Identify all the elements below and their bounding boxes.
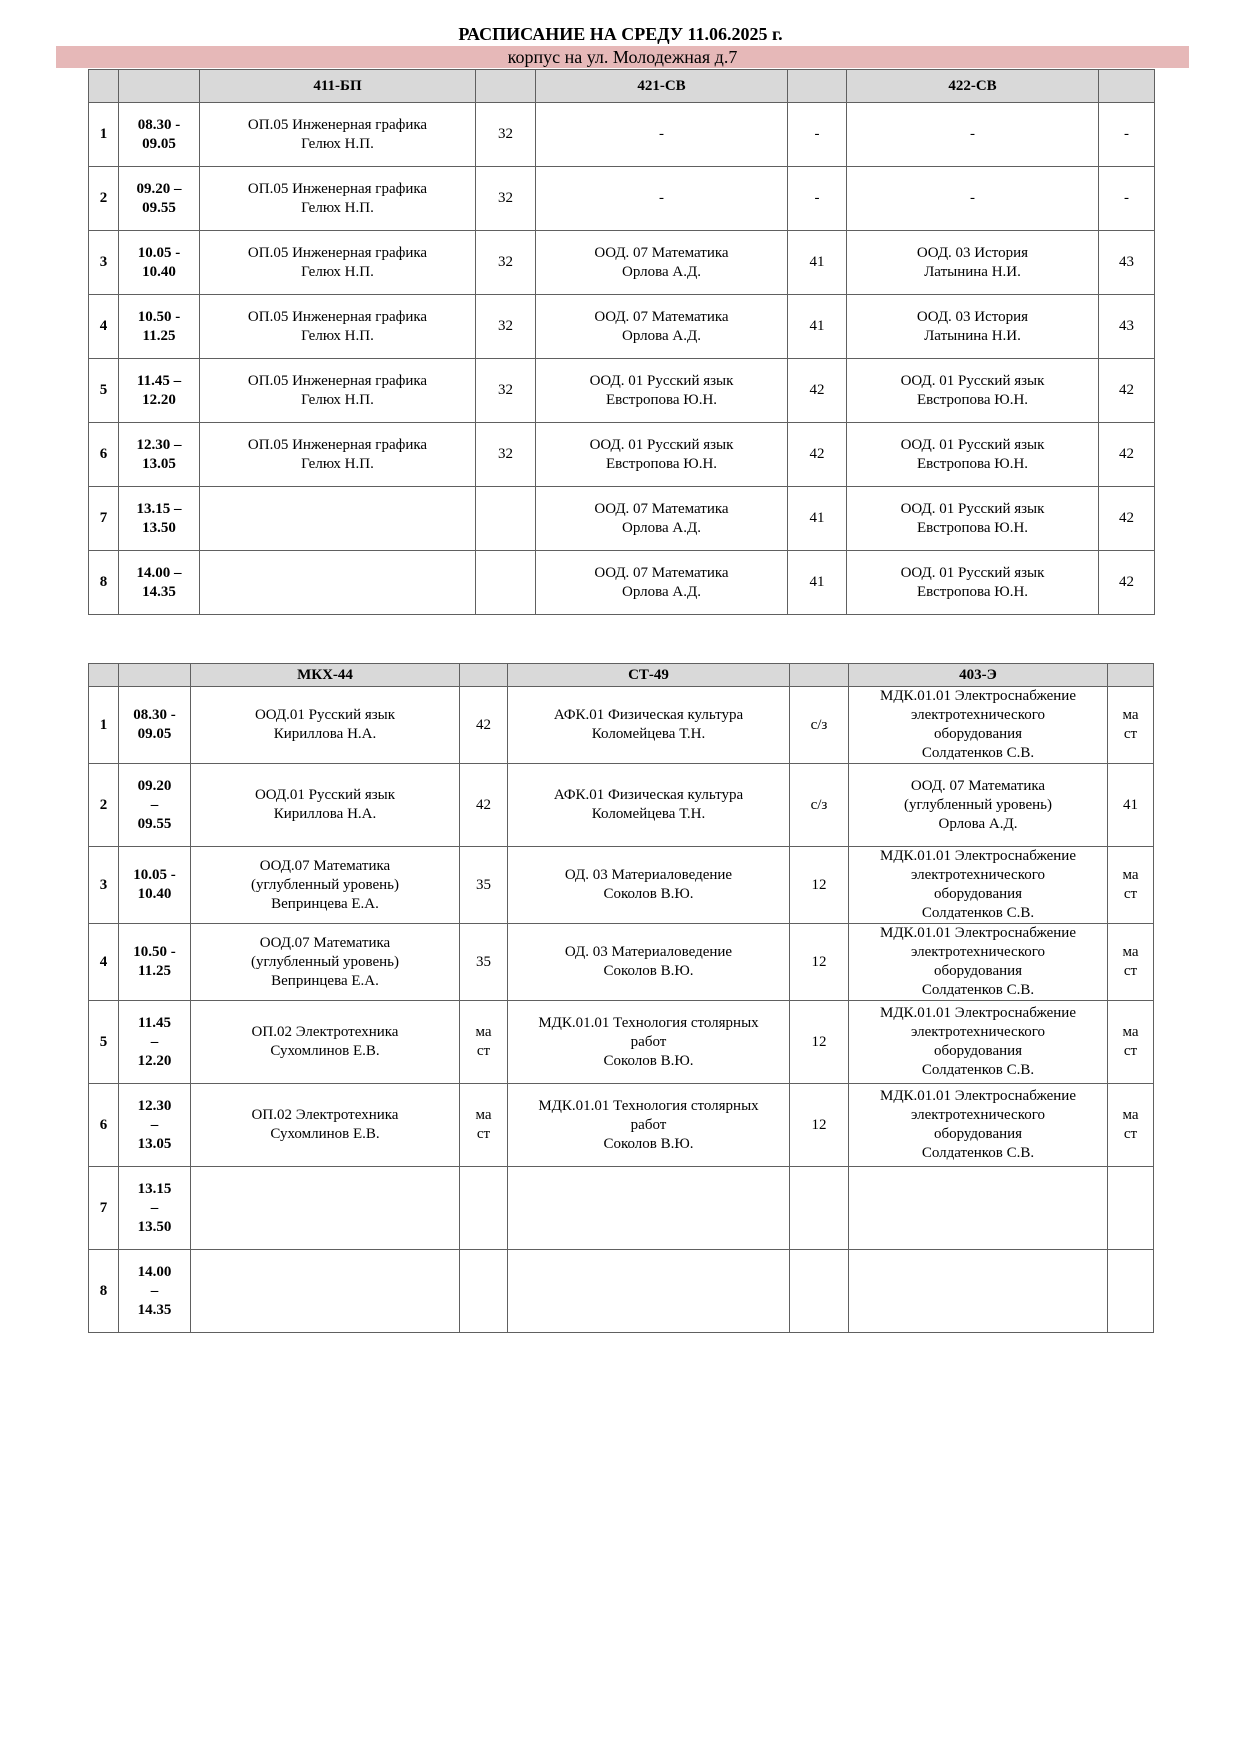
lesson-subject-cell (200, 487, 476, 551)
lesson-number: 1 (89, 687, 119, 764)
table-row (89, 1084, 1154, 1167)
room-cell (1108, 1250, 1154, 1333)
lesson-subject-cell: ОП.02 Электротехника Сухомлинов Е.В. (191, 1084, 460, 1167)
lesson-number: 6 (89, 1084, 119, 1167)
lesson-number: 7 (89, 487, 119, 551)
lesson-subject-cell (200, 551, 476, 615)
lesson-subject-cell: ОП.05 Инженерная графика Гелюх Н.П. (200, 167, 476, 231)
room-cell: ма ст (460, 1001, 508, 1084)
lesson-time: 14.00 – 14.35 (119, 1250, 191, 1333)
room-cell: 43 (1099, 295, 1155, 359)
lesson-subject-cell: МДК.01.01 Электроснабжение электротехнического оборудования Солдатенков С.В. (849, 1084, 1108, 1167)
room-cell (476, 551, 536, 615)
lesson-subject-cell: ООД. 07 Математика Орлова А.Д. (536, 295, 788, 359)
group-header: 422-СВ (847, 70, 1099, 103)
room-cell: - (788, 167, 847, 231)
room-cell: ма ст (460, 1084, 508, 1167)
lesson-number: 6 (89, 423, 119, 487)
lesson-time: 10.05 - 10.40 (119, 847, 191, 924)
lesson-subject-cell: - (847, 103, 1099, 167)
lesson-subject-cell: МДК.01.01 Электроснабжение электротехнического оборудования Солдатенков С.В. (849, 847, 1108, 924)
header-blank (1099, 70, 1155, 103)
lesson-number: 3 (89, 847, 119, 924)
room-cell: ма ст (1108, 1001, 1154, 1084)
table-row (89, 231, 1155, 295)
group-header: 403-Э (849, 664, 1108, 687)
lesson-subject-cell: ООД. 01 Русский язык Евстропова Ю.Н. (847, 487, 1099, 551)
lesson-number: 7 (89, 1167, 119, 1250)
room-cell: - (788, 103, 847, 167)
lesson-subject-cell: МДК.01.01 Электроснабжение электротехнического оборудования Солдатенков С.В. (849, 687, 1108, 764)
header-blank (460, 664, 508, 687)
lesson-time: 11.45 – 12.20 (119, 359, 200, 423)
lesson-subject-cell: ООД. 01 Русский язык Евстропова Ю.Н. (847, 551, 1099, 615)
header-blank (89, 664, 119, 687)
room-cell: 42 (788, 423, 847, 487)
lesson-subject-cell: ОП.02 Электротехника Сухомлинов Е.В. (191, 1001, 460, 1084)
schedule-table-2 (88, 663, 1154, 1333)
lesson-subject-cell (191, 1250, 460, 1333)
lesson-time: 12.30 – 13.05 (119, 1084, 191, 1167)
room-cell: 12 (790, 924, 849, 1001)
table-row (89, 847, 1154, 924)
lesson-subject-cell: МДК.01.01 Электроснабжение электротехнического оборудования Солдатенков С.В. (849, 1001, 1108, 1084)
room-cell: 12 (790, 1084, 849, 1167)
room-cell: - (1099, 103, 1155, 167)
room-cell: ма ст (1108, 924, 1154, 1001)
table-row (89, 1167, 1154, 1250)
room-cell (1108, 1167, 1154, 1250)
lesson-time: 10.50 - 11.25 (119, 295, 200, 359)
table-row (89, 487, 1155, 551)
lesson-number: 5 (89, 359, 119, 423)
room-cell: 41 (1108, 764, 1154, 847)
schedule-table-1 (88, 69, 1155, 615)
lesson-number: 8 (89, 551, 119, 615)
group-header: СТ-49 (508, 664, 790, 687)
lesson-number: 3 (89, 231, 119, 295)
lesson-subject-cell: ООД. 07 Математика (углубленный уровень) Орлова А.Д. (849, 764, 1108, 847)
room-cell: 32 (476, 295, 536, 359)
table-row (89, 924, 1154, 1001)
table-row (89, 103, 1155, 167)
lesson-time: 14.00 – 14.35 (119, 551, 200, 615)
room-cell: 32 (476, 103, 536, 167)
room-cell: ма ст (1108, 847, 1154, 924)
lesson-subject-cell (191, 1167, 460, 1250)
building-subtitle: корпус на ул. Молодежная д.7 (56, 46, 1189, 68)
table-row (89, 359, 1155, 423)
room-cell: 42 (1099, 423, 1155, 487)
lesson-subject-cell (508, 1250, 790, 1333)
lesson-time: 08.30 - 09.05 (119, 687, 191, 764)
lesson-subject-cell: АФК.01 Физическая культура Коломейцева Т.Н. (508, 687, 790, 764)
group-header: 411-БП (200, 70, 476, 103)
lesson-time: 08.30 - 09.05 (119, 103, 200, 167)
table-header-row (89, 70, 1155, 103)
lesson-subject-cell: ООД. 03 История Латынина Н.И. (847, 295, 1099, 359)
lesson-number: 2 (89, 167, 119, 231)
lesson-subject-cell: МДК.01.01 Технология столярных работ Соколов В.Ю. (508, 1084, 790, 1167)
lesson-subject-cell: ОП.05 Инженерная графика Гелюх Н.П. (200, 295, 476, 359)
table-row (89, 167, 1155, 231)
lesson-subject-cell: ООД. 01 Русский язык Евстропова Ю.Н. (847, 359, 1099, 423)
header-blank (1108, 664, 1154, 687)
lesson-number: 1 (89, 103, 119, 167)
header-blank (119, 70, 200, 103)
room-cell: 42 (1099, 487, 1155, 551)
lesson-subject-cell (849, 1167, 1108, 1250)
lesson-time: 09.20 – 09.55 (119, 764, 191, 847)
lesson-subject-cell: - (536, 103, 788, 167)
lesson-subject-cell: ОП.05 Инженерная графика Гелюх Н.П. (200, 103, 476, 167)
lesson-subject-cell: - (536, 167, 788, 231)
room-cell: 42 (1099, 359, 1155, 423)
room-cell (460, 1250, 508, 1333)
table-row (89, 687, 1154, 764)
table-row (89, 764, 1154, 847)
lesson-subject-cell: АФК.01 Физическая культура Коломейцева Т.Н. (508, 764, 790, 847)
room-cell: 35 (460, 924, 508, 1001)
lesson-number: 4 (89, 924, 119, 1001)
room-cell: 42 (1099, 551, 1155, 615)
header-blank (476, 70, 536, 103)
room-cell: ма ст (1108, 687, 1154, 764)
room-cell: 42 (788, 359, 847, 423)
lesson-number: 5 (89, 1001, 119, 1084)
table-row (89, 1001, 1154, 1084)
header-blank (119, 664, 191, 687)
lesson-subject-cell: ОП.05 Инженерная графика Гелюх Н.П. (200, 423, 476, 487)
lesson-subject-cell: ОД. 03 Материаловедение Соколов В.Ю. (508, 924, 790, 1001)
room-cell: с/з (790, 764, 849, 847)
lesson-time: 12.30 – 13.05 (119, 423, 200, 487)
page-title: РАСПИСАНИЕ НА СРЕДУ 11.06.2025 г. (458, 24, 783, 44)
room-cell: 41 (788, 295, 847, 359)
lesson-subject-cell (849, 1250, 1108, 1333)
lesson-subject-cell: ОП.05 Инженерная графика Гелюх Н.П. (200, 231, 476, 295)
lesson-subject-cell: ООД. 01 Русский язык Евстропова Ю.Н. (536, 423, 788, 487)
room-cell: ма ст (1108, 1084, 1154, 1167)
room-cell: 12 (790, 847, 849, 924)
table-row (89, 295, 1155, 359)
room-cell: 32 (476, 359, 536, 423)
header-blank (788, 70, 847, 103)
room-cell: 32 (476, 231, 536, 295)
lesson-number: 8 (89, 1250, 119, 1333)
header-blank (89, 70, 119, 103)
lesson-time: 10.50 - 11.25 (119, 924, 191, 1001)
table-row (89, 423, 1155, 487)
table-row (89, 1250, 1154, 1333)
room-cell: с/з (790, 687, 849, 764)
room-cell: - (1099, 167, 1155, 231)
lesson-number: 4 (89, 295, 119, 359)
lesson-subject-cell: ОД. 03 Материаловедение Соколов В.Ю. (508, 847, 790, 924)
group-header: 421-СВ (536, 70, 788, 103)
lesson-subject-cell: ООД.07 Математика (углубленный уровень) Вепринцева Е.А. (191, 847, 460, 924)
lesson-subject-cell: ООД. 03 История Латынина Н.И. (847, 231, 1099, 295)
header-blank (790, 664, 849, 687)
lesson-subject-cell: ООД. 01 Русский язык Евстропова Ю.Н. (847, 423, 1099, 487)
lesson-subject-cell: МДК.01.01 Электроснабжение электротехнического оборудования Солдатенков С.В. (849, 924, 1108, 1001)
lesson-subject-cell (508, 1167, 790, 1250)
table-header-row (89, 664, 1154, 687)
lesson-time: 13.15 – 13.50 (119, 487, 200, 551)
room-cell (790, 1167, 849, 1250)
room-cell: 41 (788, 487, 847, 551)
lesson-subject-cell: - (847, 167, 1099, 231)
lesson-subject-cell: ООД.01 Русский язык Кириллова Н.А. (191, 764, 460, 847)
lesson-subject-cell: ООД. 07 Математика Орлова А.Д. (536, 487, 788, 551)
group-header: МКХ-44 (191, 664, 460, 687)
lesson-number: 2 (89, 764, 119, 847)
room-cell: 32 (476, 167, 536, 231)
table-row (89, 551, 1155, 615)
lesson-subject-cell: ООД. 07 Математика Орлова А.Д. (536, 551, 788, 615)
lesson-subject-cell: ООД. 01 Русский язык Евстропова Ю.Н. (536, 359, 788, 423)
lesson-subject-cell: ООД. 07 Математика Орлова А.Д. (536, 231, 788, 295)
room-cell: 41 (788, 551, 847, 615)
lesson-time: 09.20 – 09.55 (119, 167, 200, 231)
lesson-subject-cell: ОП.05 Инженерная графика Гелюх Н.П. (200, 359, 476, 423)
lesson-time: 13.15 – 13.50 (119, 1167, 191, 1250)
room-cell: 43 (1099, 231, 1155, 295)
lesson-subject-cell: МДК.01.01 Технология столярных работ Соколов В.Ю. (508, 1001, 790, 1084)
lesson-time: 10.05 - 10.40 (119, 231, 200, 295)
room-cell: 42 (460, 687, 508, 764)
room-cell (790, 1250, 849, 1333)
room-cell: 35 (460, 847, 508, 924)
lesson-time: 11.45 – 12.20 (119, 1001, 191, 1084)
room-cell: 42 (460, 764, 508, 847)
room-cell (476, 487, 536, 551)
room-cell: 41 (788, 231, 847, 295)
room-cell: 12 (790, 1001, 849, 1084)
room-cell (460, 1167, 508, 1250)
lesson-subject-cell: ООД.07 Математика (углубленный уровень) Вепринцева Е.А. (191, 924, 460, 1001)
lesson-subject-cell: ООД.01 Русский язык Кириллова Н.А. (191, 687, 460, 764)
room-cell: 32 (476, 423, 536, 487)
